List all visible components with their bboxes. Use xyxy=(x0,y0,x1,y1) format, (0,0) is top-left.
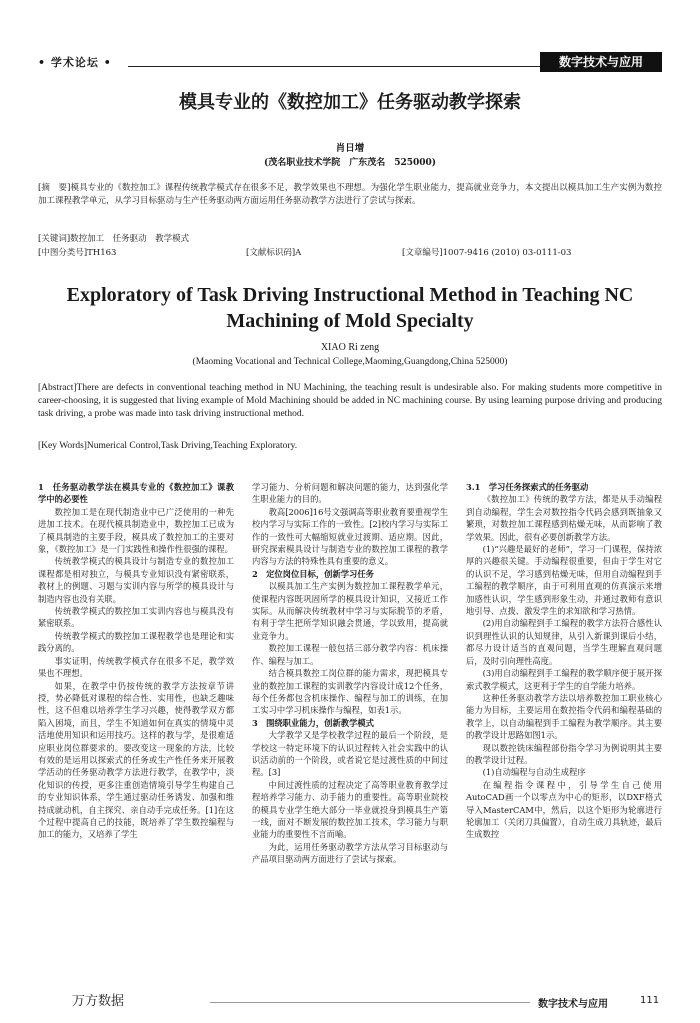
classification-row xyxy=(38,246,662,259)
body-paragraph: 事实证明，传统教学模式存在很多不足，教学效果也不理想。 xyxy=(38,655,234,679)
section-heading: 3 围绕职业能力，创新教学模式 xyxy=(252,717,374,728)
page-number: 111 xyxy=(640,995,660,1006)
body-paragraph: 传统教学模式的模具设计与制造专业的数控加工课程都是相对独立，与模具专业知识没有紧密联系，教材上的例题、习题与实训内容与所学的模具设计与制造内容也没有关联。 xyxy=(38,556,234,604)
header-rule xyxy=(128,66,540,67)
footer-rule xyxy=(210,1002,530,1003)
section-heading: 1 任务驱动教学法在模具专业的《数控加工》课教学中的必要性 xyxy=(38,482,234,505)
doc-code: [文献标识码]A xyxy=(246,248,302,258)
affiliation-cn: (茂名职业技术学院 广东茂名 525000) xyxy=(263,158,437,168)
body-paragraph: 以模具加工生产实例为数控加工课程教学单元，使课程内容既巩固所学的模具设计知识，又接近工作实际。从而解决传统教材中学习与实际脱节的矛盾，有利于学生把所学知识融会贯通，学以致用，提高就业竞争力。 xyxy=(252,581,448,641)
section-heading: 3.1 学习任务探索式的任务驱动 xyxy=(466,482,589,492)
clc-code: [中图分类号]TH163 xyxy=(38,248,117,258)
journal-section-badge: 数字技术与应用 xyxy=(540,52,662,72)
body-paragraph: 数控加工课程一般包括三部分教学内容：机床操作、编程与加工。 xyxy=(252,643,448,666)
body-paragraph: (1)“兴趣是最好的老师”，学习一门课程，保持浓厚的兴趣很关键。手动编程很重要，但由于学生对它的认识不足，学习感到枯燥无味，但用自动编程到手工编程的教学顺序，由于可利用直观的仿真演示来增加感性认识，学生感到形象生动，并通过教师有意识地引导、点拨、激发学生的求知欲和学习热情。 xyxy=(466,544,662,617)
body-paragraph: 在编程指令课程中，引导学生自己使用AutoCAD画一个以零点为中心的矩形，以DXF格式导入MasterCAM中，然后，以这个矩形为轮廓进行轮廓加工（关闭刀具偏置），自动生成刀具轨迹，最后生成数控 xyxy=(466,779,662,840)
author-en: XIAO Ri zeng xyxy=(320,342,380,353)
body-column-1 xyxy=(38,481,234,841)
body-paragraph: 传统教学模式的数控加工实训内容也与模具没有紧密联系。 xyxy=(38,606,234,629)
body-paragraph: 数控加工是在现代制造业中已广泛使用的一种先进加工技术。在现代模具制造业中，数控加工已成为了模具制造的主要手段，模具成了数控加工的主要对象，《数控加工》是一门实践性和操作性很强的课程。 xyxy=(38,506,234,555)
paper-title-cn: 模具专业的《数控加工》任务驱动教学探索 xyxy=(179,92,521,113)
paper-title-en-line1: Exploratory of Task Driving Instructional Method in Teaching NC xyxy=(66,284,634,306)
affiliation-en: (Maoming Vocational and Technical College,Maoming,Guangdong,China 525000) xyxy=(192,357,508,367)
wanfang-watermark: 万方数据 xyxy=(72,994,125,1009)
footer-journal-name: 数字技术与应用 xyxy=(538,999,608,1010)
keywords-en: [Key Words]Numerical Control,Task Driving,Teaching Exploratory. xyxy=(38,441,298,451)
body-paragraph: (3)用自动编程到手工编程的教学顺序便于展开探索式教学模式，这更利于学生的自学能力培养。 xyxy=(466,668,662,691)
body-paragraph: 大学教学又是学校教学过程的最后一个阶段，是学校这一特定环境下的认识过程转入社会实践中的认识活动前的一个阶段，或者说它是过渡性质的中间过程。[3] xyxy=(252,730,448,778)
keywords-cn: [关键词]数控加工 任务驱动 教学模式 xyxy=(38,234,190,244)
body-paragraph: 《数控加工》传统的教学方法，都是从手动编程到自动编程，学生会对数控指令代码会感到既抽象又繁琐，对数控加工课程感到枯燥无味，从而影响了教学效果。因此，很有必要创新教学方法。 xyxy=(466,494,662,542)
section-heading: 2 定位岗位目标，创新学习任务 xyxy=(252,568,374,579)
article-number: [文章编号]1007-9416 (2010) 03-0111-03 xyxy=(402,248,572,258)
body-paragraph: 这种任务驱动教学方法以培养数控加工职业核心能力为目标，主要运用在数控指令代码和编程基础的教学上，以自动编程到手工编程为教学顺序。其主要的教学设计思路如图1示。 xyxy=(466,692,662,741)
body-paragraph: (1)自动编程与自动生成程序 xyxy=(482,767,586,778)
body-paragraph: 如果，在教学中仍按传统的教学方法按章节讲授，势必降低对课程的综合性、实用性，也缺乏趣味性，这不但难以培养学生学习兴趣，使得教学双方都陷入困境，而且，学生不知道如何在真实的情境中灵活地使用知识和运用技巧。这样的教与学，是很难适应职业岗位群要求的。要改变这一现象的方法，比较有效的是运用以探索式的任务或生产性任务来开展教学活动的任务驱动教学方法进行教学，在教学中，淡化知识的传授，更多注重创造情境引导学生构建自己的专业知识体系，学生通过驱动任务诱发、加强和维持成就动机，自主探究、亲自动手完成任务。[1]在这个过程中提高自己的技能，既培养了学生数控编程与加工的能力，又培养了学生 xyxy=(38,680,234,840)
abstract-en: [Abstract]There are defects in conventional teaching method in NU Machining, the teaching result is undesirable also. For making students more competitive in career-choosing, it is suggested that living example of Mold Machining should be added in NC machining course. By using learning purpose driving and producing task driving, a probe was made into task driving instructional method. xyxy=(38,383,662,419)
body-paragraph: 学习能力、分析问题和解决问题的能力，达到强化学生职业能力的目的。 xyxy=(252,482,448,505)
body-paragraph: (2)用自动编程到手工编程的教学方法符合感性认识到理性认识的认知规律，从引入新课到课后小结，都尽力设计适当的直观问题，当学生理解直观问题后，及时引向理性高度。 xyxy=(466,618,662,666)
body-column-2 xyxy=(252,481,448,866)
paper-title-en-line2: Machining of Mold Specialty xyxy=(226,310,474,332)
author-cn: 肖日增 xyxy=(335,143,365,154)
body-paragraph: 中间过渡性质的过程决定了高等职业教育教学过程培养学习能力、动手能力的重要性。高等职业院校的模具专业学生绝大部分一毕业就投身到模具生产第一线，面对不断发展的数控加工技术，学习能力与职业能力的重要性不言而喻。 xyxy=(252,779,448,840)
paper-title-en xyxy=(0,282,700,334)
abstract-cn: [摘 要]模具专业的《数控加工》课程传统教学模式存在很多不足，教学效果也不理想。为强化学生职业能力，提高就业竞争力，本文提出以模具加工生产实例为数控加工课程教学单元，从学习目标驱动与生产任务驱动两方面运用任务驱动教学方法进行了尝试与探索。 xyxy=(38,183,662,206)
column-label: • 学术论坛 • xyxy=(38,56,112,69)
body-paragraph: 为此，运用任务驱动教学方法从学习目标驱动与产品项目驱动两方面进行了尝试与探索。 xyxy=(252,841,448,865)
body-paragraph: 结合模具数控工岗位群的能力需求，现把模具专业的数控加工课程的实训教学内容设计成12个任务，每个任务都包含机床操作、编程与加工的训练，在加工实习中学习机床操作与编程，如表1示。 xyxy=(252,668,448,716)
body-paragraph: 传统教学模式的数控加工课程教学也是理论和实践分离的。 xyxy=(38,630,234,654)
body-paragraph: 现以数控铣床编程部份指令学习为例说明其主要的教学设计过程。 xyxy=(466,742,662,765)
body-paragraph: 教高[2006]16号文强调高等职业教育要重视学生校内学习与实际工作的一致性。[2]校内学习与实际工作的一致性可大幅缩短就业过渡期、适应期。因此，研究探索模具设计与制造专业的数控加工课程的教学内容与方法的特殊性具有重要的意义。 xyxy=(252,506,448,567)
body-column-3 xyxy=(466,481,662,841)
keywords-cn-row xyxy=(38,232,662,245)
